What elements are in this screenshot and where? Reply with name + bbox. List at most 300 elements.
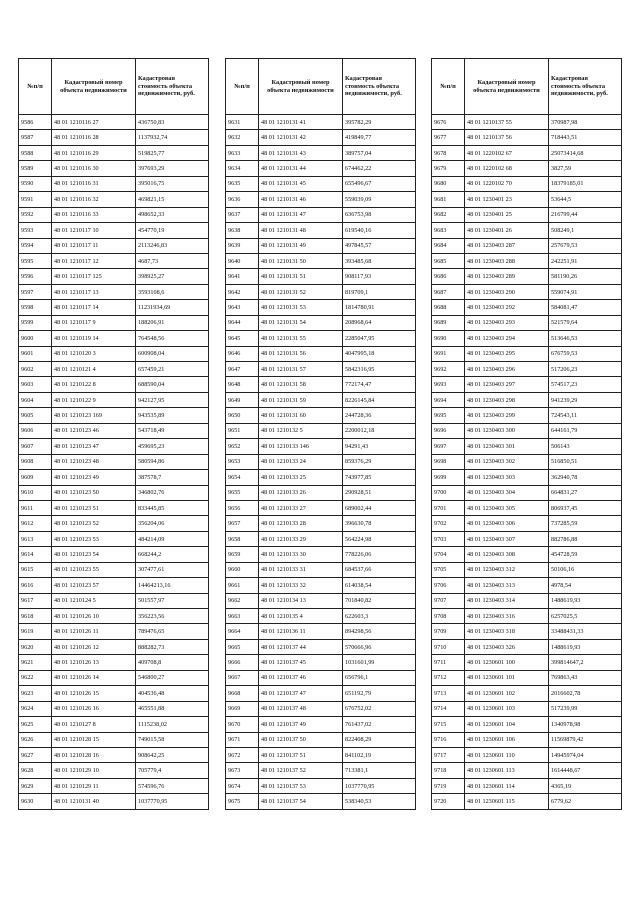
cadastral-cost-cell: 398925,27 — [136, 269, 209, 284]
header-row — [226, 59, 416, 115]
row-num-cell: 9677 — [432, 130, 465, 145]
cadastral-number-cell: 48 01 1220102 68 — [465, 161, 549, 176]
cadastral-cost-cell: 778226,06 — [343, 547, 416, 562]
cadastral-cost-cell: 888282,73 — [136, 639, 209, 654]
cadastral-number-cell: 48 01 1210137 53 — [259, 778, 343, 793]
table-row — [19, 192, 209, 207]
row-num-cell: 9707 — [432, 593, 465, 608]
cadastral-cost-cell: 387578,7 — [136, 470, 209, 485]
row-num-cell: 9643 — [226, 300, 259, 315]
cadastral-cost-cell: 362940,78 — [549, 470, 622, 485]
table-row — [19, 655, 209, 670]
table-row — [226, 763, 416, 778]
table-row — [432, 346, 622, 361]
cadastral-cost-cell: 684537,66 — [343, 562, 416, 577]
table-row — [19, 331, 209, 346]
cadastral-number-cell: 48 01 1210123 48 — [52, 454, 136, 469]
row-num-cell: 9600 — [19, 331, 52, 346]
table-row — [19, 223, 209, 238]
table-row — [432, 562, 622, 577]
cadastral-cost-cell: 395016,75 — [136, 176, 209, 191]
header-cadastral-cost: Кадастровая стоимость объекта недвижимости, руб. — [343, 59, 416, 115]
cadastral-number-cell: 48 01 1210131 43 — [259, 145, 343, 160]
row-num-cell: 9709 — [432, 624, 465, 639]
cadastral-cost-cell: 859376,29 — [343, 454, 416, 469]
cadastral-cost-cell: 1115238,02 — [136, 717, 209, 732]
row-num-cell: 9649 — [226, 392, 259, 407]
cadastral-cost-cell: 674462,22 — [343, 161, 416, 176]
cadastral-cost-cell: 307477,61 — [136, 562, 209, 577]
cadastral-cost-cell: 3827,59 — [549, 161, 622, 176]
header-cadastral-number: Кадастровый номер объекта недвижимости — [259, 59, 343, 115]
row-num-cell: 9596 — [19, 269, 52, 284]
row-num-cell: 9708 — [432, 609, 465, 624]
table-row — [226, 253, 416, 268]
row-num-cell: 9710 — [432, 639, 465, 654]
cadastral-cost-cell: 399814647,2 — [549, 655, 622, 670]
row-num-cell: 9688 — [432, 300, 465, 315]
cadastral-number-cell: 48 01 1210123 55 — [52, 562, 136, 577]
table-row — [226, 408, 416, 423]
cadastral-number-cell: 48 01 1210116 29 — [52, 145, 136, 160]
cadastral-cost-cell: 257679,53 — [549, 238, 622, 253]
cadastral-cost-cell: 619540,16 — [343, 223, 416, 238]
cadastral-number-cell: 48 01 1230403 300 — [465, 423, 549, 438]
row-num-cell: 9661 — [226, 578, 259, 593]
cadastral-number-cell: 48 01 1210133 25 — [259, 470, 343, 485]
row-num-cell: 9711 — [432, 655, 465, 670]
cadastral-number-cell: 48 01 1210131 54 — [259, 315, 343, 330]
table-row — [19, 346, 209, 361]
cadastral-cost-cell: 188206,91 — [136, 315, 209, 330]
cadastral-cost-cell: 1488619,93 — [549, 639, 622, 654]
table-row — [19, 423, 209, 438]
table-row — [432, 454, 622, 469]
cadastral-number-cell: 48 01 1210133 26 — [259, 485, 343, 500]
table-row — [432, 284, 622, 299]
cadastral-cost-cell: 356223,56 — [136, 609, 209, 624]
table-row — [226, 145, 416, 160]
table-body — [226, 115, 416, 810]
table-row — [19, 408, 209, 423]
table-row — [432, 593, 622, 608]
cadastral-cost-cell: 242251,91 — [549, 253, 622, 268]
table-row — [19, 145, 209, 160]
table-row — [226, 238, 416, 253]
row-num-cell: 9629 — [19, 778, 52, 793]
table-row — [19, 207, 209, 222]
row-num-cell: 9606 — [19, 423, 52, 438]
table-row — [226, 454, 416, 469]
row-num-cell: 9687 — [432, 284, 465, 299]
table-row — [226, 115, 416, 130]
row-num-cell: 9628 — [19, 763, 52, 778]
cadastral-number-cell: 48 01 1210133 27 — [259, 500, 343, 515]
table-header — [432, 59, 622, 115]
table-row — [226, 331, 416, 346]
cadastral-number-cell: 48 01 1230601 115 — [465, 794, 549, 809]
row-num-cell: 9719 — [432, 778, 465, 793]
table-row — [226, 192, 416, 207]
row-num-cell: 9697 — [432, 439, 465, 454]
table-row — [226, 500, 416, 515]
row-num-cell: 9718 — [432, 763, 465, 778]
cadastral-number-cell: 48 01 1210131 58 — [259, 377, 343, 392]
table-row — [19, 547, 209, 562]
cadastral-cost-cell: 1137932,74 — [136, 130, 209, 145]
row-num-cell: 9618 — [19, 609, 52, 624]
row-num-cell: 9666 — [226, 655, 259, 670]
row-num-cell: 9586 — [19, 115, 52, 130]
cadastral-number-cell: 48 01 1210136 11 — [259, 624, 343, 639]
row-num-cell: 9663 — [226, 609, 259, 624]
row-num-cell: 9654 — [226, 470, 259, 485]
table-row — [432, 145, 622, 160]
cadastral-number-cell: 48 01 1230403 287 — [465, 238, 549, 253]
cadastral-number-cell: 48 01 1210123 57 — [52, 578, 136, 593]
row-num-cell: 9720 — [432, 794, 465, 809]
cadastral-number-cell: 48 01 1210131 42 — [259, 130, 343, 145]
table-row — [432, 531, 622, 546]
row-num-cell: 9686 — [432, 269, 465, 284]
table-row — [432, 578, 622, 593]
cadastral-cost-cell: 942127,95 — [136, 392, 209, 407]
row-num-cell: 9672 — [226, 747, 259, 762]
cadastral-number-cell: 48 01 1230601 103 — [465, 701, 549, 716]
cadastral-number-cell: 48 01 1220102 67 — [465, 145, 549, 160]
cadastral-cost-cell: 676759,53 — [549, 346, 622, 361]
table-row — [432, 500, 622, 515]
row-num-cell: 9645 — [226, 331, 259, 346]
row-num-cell: 9625 — [19, 717, 52, 732]
cadastral-number-cell: 48 01 1210126 16 — [52, 701, 136, 716]
row-num-cell: 9716 — [432, 732, 465, 747]
row-num-cell: 9591 — [19, 192, 52, 207]
row-num-cell: 9651 — [226, 423, 259, 438]
table-row — [432, 331, 622, 346]
cadastral-number-cell: 48 01 1230403 301 — [465, 439, 549, 454]
cadastral-cost-cell: 1037770,95 — [136, 794, 209, 809]
row-num-cell: 9642 — [226, 284, 259, 299]
table-row — [226, 516, 416, 531]
row-num-cell: 9700 — [432, 485, 465, 500]
table-row — [432, 207, 622, 222]
table-row — [226, 655, 416, 670]
table-row — [226, 686, 416, 701]
cadastral-cost-cell: 655496,67 — [343, 176, 416, 191]
cadastral-number-cell: 48 01 1210123 169 — [52, 408, 136, 423]
table-row — [226, 362, 416, 377]
cadastral-number-cell: 48 01 1210131 56 — [259, 346, 343, 361]
header-cadastral-cost: Кадастровая стоимость объекта недвижимости, руб. — [136, 59, 209, 115]
cadastral-number-cell: 48 01 1210133 146 — [259, 439, 343, 454]
table-row — [19, 284, 209, 299]
cadastral-number-cell: 48 01 1210116 31 — [52, 176, 136, 191]
cadastral-number-cell: 48 01 1210122 9 — [52, 392, 136, 407]
table-row — [19, 269, 209, 284]
cadastral-cost-cell: 724543,11 — [549, 408, 622, 423]
row-num-cell: 9680 — [432, 176, 465, 191]
cadastral-number-cell: 48 01 1210131 52 — [259, 284, 343, 299]
cadastral-number-cell: 48 01 1210129 10 — [52, 763, 136, 778]
cadastral-cost-cell: 2200012,18 — [343, 423, 416, 438]
cadastral-number-cell: 48 01 1210131 51 — [259, 269, 343, 284]
cadastral-cost-cell: 574517,23 — [549, 377, 622, 392]
table-row — [432, 161, 622, 176]
cadastral-cost-cell: 941239,29 — [549, 392, 622, 407]
row-num-cell: 9657 — [226, 516, 259, 531]
header-row — [432, 59, 622, 115]
table-row — [19, 454, 209, 469]
cadastral-cost-cell: 513646,53 — [549, 331, 622, 346]
table-row — [226, 747, 416, 762]
cadastral-number-cell: 48 01 1230403 314 — [465, 593, 549, 608]
cadastral-number-cell: 48 01 1210126 13 — [52, 655, 136, 670]
table-row — [432, 362, 622, 377]
table-row — [432, 547, 622, 562]
row-num-cell: 9698 — [432, 454, 465, 469]
table-row — [19, 686, 209, 701]
row-num-cell: 9681 — [432, 192, 465, 207]
cadastral-number-cell: 48 01 1230403 303 — [465, 470, 549, 485]
table-row — [19, 439, 209, 454]
cadastral-number-cell: 48 01 1230403 290 — [465, 284, 549, 299]
cadastral-cost-cell: 664831,27 — [549, 485, 622, 500]
cadastral-number-cell: 48 01 1210133 31 — [259, 562, 343, 577]
table-row — [226, 176, 416, 191]
header-cadastral-cost: Кадастровая стоимость объекта недвижимости, руб. — [549, 59, 622, 115]
cadastral-number-cell: 48 01 1210128 16 — [52, 747, 136, 762]
cadastral-cost-cell: 517206,23 — [549, 362, 622, 377]
cadastral-number-cell: 48 01 1210137 52 — [259, 763, 343, 778]
cadastral-cost-cell: 806937,45 — [549, 500, 622, 515]
row-num-cell: 9667 — [226, 670, 259, 685]
row-num-cell: 9603 — [19, 377, 52, 392]
cadastral-cost-cell: 718443,51 — [549, 130, 622, 145]
row-num-cell: 9676 — [432, 115, 465, 130]
table-row — [19, 516, 209, 531]
cadastral-cost-cell: 1614448,67 — [549, 763, 622, 778]
cadastral-number-cell: 48 01 1210123 52 — [52, 516, 136, 531]
row-num-cell: 9594 — [19, 238, 52, 253]
cadastral-cost-cell: 581190,26 — [549, 269, 622, 284]
cadastral-cost-cell: 4047995,18 — [343, 346, 416, 361]
cadastral-cost-cell: 404536,48 — [136, 686, 209, 701]
header-num: №п/п — [226, 59, 259, 115]
cadastral-number-cell: 48 01 1230601 100 — [465, 655, 549, 670]
table-row — [19, 531, 209, 546]
cadastral-cost-cell: 772174,47 — [343, 377, 416, 392]
row-num-cell: 9636 — [226, 192, 259, 207]
row-num-cell: 9662 — [226, 593, 259, 608]
cadastral-cost-cell: 908642,25 — [136, 747, 209, 762]
row-num-cell: 9671 — [226, 732, 259, 747]
cadastral-cost-cell: 94291,43 — [343, 439, 416, 454]
row-num-cell: 9648 — [226, 377, 259, 392]
row-num-cell: 9660 — [226, 562, 259, 577]
cadastral-number-cell: 48 01 1210137 46 — [259, 670, 343, 685]
cadastral-number-cell: 48 01 1210131 46 — [259, 192, 343, 207]
table-row — [226, 207, 416, 222]
cadastral-number-cell: 48 01 1210131 45 — [259, 176, 343, 191]
cadastral-cost-cell: 894298,56 — [343, 624, 416, 639]
table-row — [432, 377, 622, 392]
cadastral-cost-cell: 1488619,93 — [549, 593, 622, 608]
table-row — [19, 732, 209, 747]
cadastral-number-cell: 48 01 1210116 27 — [52, 115, 136, 130]
table-row — [226, 269, 416, 284]
cadastral-cost-cell: 614038,54 — [343, 578, 416, 593]
cadastral-cost-cell: 543718,49 — [136, 423, 209, 438]
row-num-cell: 9621 — [19, 655, 52, 670]
cadastral-number-cell: 48 01 1210123 53 — [52, 531, 136, 546]
header-cadastral-number: Кадастровый номер объекта недвижимости — [465, 59, 549, 115]
cadastral-cost-cell: 600908,04 — [136, 346, 209, 361]
row-num-cell: 9622 — [19, 670, 52, 685]
row-num-cell: 9670 — [226, 717, 259, 732]
cadastral-number-cell: 48 01 1210131 47 — [259, 207, 343, 222]
cadastral-number-cell: 48 01 1210119 14 — [52, 331, 136, 346]
cadastral-cost-cell: 517239,99 — [549, 701, 622, 716]
table-row — [19, 593, 209, 608]
cadastral-number-cell: 48 01 1210135 4 — [259, 609, 343, 624]
cadastral-number-cell: 48 01 1210137 47 — [259, 686, 343, 701]
cadastral-number-cell: 48 01 1210123 46 — [52, 423, 136, 438]
row-num-cell: 9696 — [432, 423, 465, 438]
cadastral-cost-cell: 761437,02 — [343, 717, 416, 732]
row-num-cell: 9605 — [19, 408, 52, 423]
cadastral-number-cell: 48 01 1230403 294 — [465, 331, 549, 346]
cadastral-number-cell: 48 01 1210137 45 — [259, 655, 343, 670]
cadastral-number-cell: 48 01 1210117 11 — [52, 238, 136, 253]
cadastral-cost-cell: 454770,19 — [136, 223, 209, 238]
cadastral-number-cell: 48 01 1210131 60 — [259, 408, 343, 423]
cadastral-number-cell: 48 01 1230401 26 — [465, 223, 549, 238]
cadastral-number-cell: 48 01 1230403 302 — [465, 454, 549, 469]
table-row — [432, 639, 622, 654]
table-body — [19, 115, 209, 810]
cadastral-number-cell: 48 01 1210131 44 — [259, 161, 343, 176]
table-row — [226, 346, 416, 361]
register-table-2 — [225, 58, 416, 810]
table-row — [226, 732, 416, 747]
cadastral-number-cell: 48 01 1210137 54 — [259, 794, 343, 809]
row-num-cell: 9669 — [226, 701, 259, 716]
cadastral-cost-cell: 397693,29 — [136, 161, 209, 176]
header-row — [19, 59, 209, 115]
row-num-cell: 9604 — [19, 392, 52, 407]
table-row — [19, 176, 209, 191]
table-row — [432, 130, 622, 145]
cadastral-cost-cell: 11231934,69 — [136, 300, 209, 315]
cadastral-cost-cell: 737285,59 — [549, 516, 622, 531]
cadastral-number-cell: 48 01 1230403 289 — [465, 269, 549, 284]
cadastral-number-cell: 48 01 1210131 48 — [259, 223, 343, 238]
cadastral-number-cell: 48 01 1230403 293 — [465, 315, 549, 330]
row-num-cell: 9613 — [19, 531, 52, 546]
cadastral-number-cell: 48 01 1210137 51 — [259, 747, 343, 762]
cadastral-cost-cell: 18379185,01 — [549, 176, 622, 191]
table-row — [432, 686, 622, 701]
cadastral-number-cell: 48 01 1230403 312 — [465, 562, 549, 577]
table-row — [19, 500, 209, 515]
table-row — [19, 624, 209, 639]
table-row — [432, 701, 622, 716]
cadastral-cost-cell: 570666,96 — [343, 639, 416, 654]
cadastral-cost-cell: 908117,93 — [343, 269, 416, 284]
cadastral-cost-cell: 6779,62 — [549, 794, 622, 809]
row-num-cell: 9704 — [432, 547, 465, 562]
row-num-cell: 9615 — [19, 562, 52, 577]
cadastral-number-cell: 48 01 1210133 30 — [259, 547, 343, 562]
cadastral-number-cell: 48 01 1210123 47 — [52, 439, 136, 454]
row-num-cell: 9597 — [19, 284, 52, 299]
table-row — [19, 392, 209, 407]
header-num: №п/п — [432, 59, 465, 115]
table-row — [19, 763, 209, 778]
cadastral-cost-cell: 356204,06 — [136, 516, 209, 531]
row-num-cell: 9664 — [226, 624, 259, 639]
cadastral-cost-cell: 454728,59 — [549, 547, 622, 562]
cadastral-cost-cell: 516850,51 — [549, 454, 622, 469]
cadastral-number-cell: 48 01 1210116 33 — [52, 207, 136, 222]
cadastral-cost-cell: 346802,76 — [136, 485, 209, 500]
table-row — [226, 485, 416, 500]
table-row — [226, 670, 416, 685]
table-row — [19, 315, 209, 330]
row-num-cell: 9619 — [19, 624, 52, 639]
row-num-cell: 9590 — [19, 176, 52, 191]
table-row — [432, 238, 622, 253]
cadastral-cost-cell: 538340,53 — [343, 794, 416, 809]
row-num-cell: 9593 — [19, 223, 52, 238]
cadastral-cost-cell: 11569879,42 — [549, 732, 622, 747]
table-row — [19, 778, 209, 793]
row-num-cell: 9620 — [19, 639, 52, 654]
cadastral-cost-cell: 584081,47 — [549, 300, 622, 315]
table-row — [226, 531, 416, 546]
cadastral-cost-cell: 564224,98 — [343, 531, 416, 546]
table-row — [226, 223, 416, 238]
row-num-cell: 9623 — [19, 686, 52, 701]
row-num-cell: 9650 — [226, 408, 259, 423]
table-row — [19, 670, 209, 685]
row-num-cell: 9612 — [19, 516, 52, 531]
row-num-cell: 9631 — [226, 115, 259, 130]
cadastral-cost-cell: 1814780,91 — [343, 300, 416, 315]
table-header — [19, 59, 209, 115]
table-row — [226, 547, 416, 562]
row-num-cell: 9691 — [432, 346, 465, 361]
row-num-cell: 9630 — [19, 794, 52, 809]
cadastral-number-cell: 48 01 1230401 23 — [465, 192, 549, 207]
cadastral-number-cell: 48 01 1210131 53 — [259, 300, 343, 315]
row-num-cell: 9665 — [226, 639, 259, 654]
table-row — [226, 300, 416, 315]
cadastral-cost-cell: 882786,88 — [549, 531, 622, 546]
cadastral-cost-cell: 546800,27 — [136, 670, 209, 685]
table-row — [432, 624, 622, 639]
row-num-cell: 9689 — [432, 315, 465, 330]
table-row — [19, 115, 209, 130]
cadastral-cost-cell: 2285047,95 — [343, 331, 416, 346]
table-row — [226, 794, 416, 809]
table-row — [226, 639, 416, 654]
cadastral-number-cell: 48 01 1230403 305 — [465, 500, 549, 515]
cadastral-number-cell: 48 01 1210126 15 — [52, 686, 136, 701]
cadastral-cost-cell: 8226145,84 — [343, 392, 416, 407]
table-row — [226, 624, 416, 639]
